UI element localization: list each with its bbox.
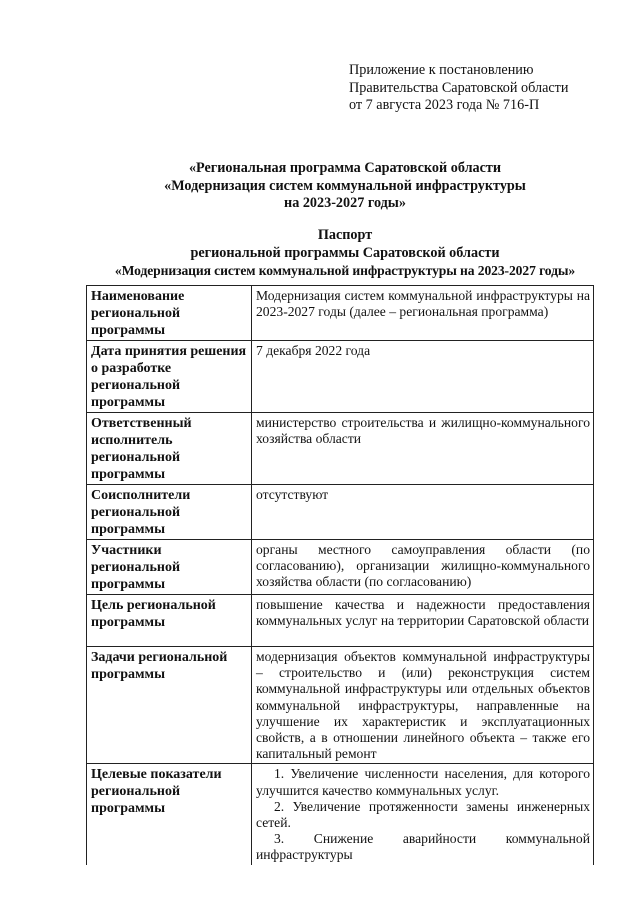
appendix-line-2: Правительства Саратовской области — [349, 79, 569, 96]
row-key: Задачи региональной программы — [87, 647, 252, 764]
row-key: Целевые показатели региональной программы — [87, 764, 252, 865]
row-key: Соисполнители региональной программы — [87, 485, 252, 540]
row-key: Дата принятия решения о разработке региональной программы — [87, 341, 252, 413]
program-title-line-3: на 2023-2027 годы» — [284, 195, 406, 211]
table-row — [87, 540, 594, 595]
row-key: Цель региональной программы — [87, 595, 252, 647]
table-row — [87, 485, 594, 540]
passport-heading — [60, 227, 630, 280]
row-value: Модернизация систем коммунальной инфраструктуры на 2023-2027 годы (далее – региональная программа) — [252, 286, 594, 341]
table-row — [87, 286, 594, 341]
program-title — [60, 160, 630, 213]
table-row — [87, 647, 594, 764]
appendix-note — [349, 62, 619, 115]
target-indicator-item: 2. Увеличение протяженности замены инженерных сетей. — [256, 798, 590, 831]
appendix-line-1: Приложение к постановлению — [349, 62, 534, 78]
row-value: 7 декабря 2022 года — [252, 341, 594, 413]
passport-table — [86, 285, 594, 865]
appendix-line-3: от 7 августа 2023 года № 716-П — [349, 97, 540, 113]
target-indicator-item: 3. Снижение аварийности коммунальной инфраструктуры — [256, 831, 590, 863]
row-value: модернизация объектов коммунальной инфраструктуры – строительство и (или) реконструкция систем коммунальной инфраструктуры или отдельных объектов коммунальной инфраструктуры, направленные на улучшение их характеристик и эксплуатационных свойств, а в отношении линейного объекта – также его капитальный ремонт — [252, 647, 594, 764]
table-row — [87, 341, 594, 413]
table-row — [87, 413, 594, 485]
table-row — [87, 764, 594, 865]
row-value — [252, 764, 594, 865]
row-key: Наименование региональной программы — [87, 286, 252, 341]
row-key: Участники региональной программы — [87, 540, 252, 595]
row-value: министерство строительства и жилищно-коммунального хозяйства области — [252, 413, 594, 485]
passport-heading-line-3: «Модернизация систем коммунальной инфраструктуры на 2023-2027 годы» — [114, 263, 576, 278]
row-key: Ответственный исполнитель региональной программы — [87, 413, 252, 485]
row-value: повышение качества и надежности предоставления коммунальных услуг на территории Саратовской области — [252, 595, 594, 647]
passport-heading-line-1: Паспорт — [317, 227, 373, 243]
row-value: органы местного самоуправления области (по согласованию), организации жилищно-коммунального хозяйства области (по согласованию) — [252, 540, 594, 595]
program-title-line-1: «Региональная программа Саратовской области — [188, 160, 502, 176]
target-indicator-item: 1. Увеличение численности населения, для которого улучшится качество коммунальных услуг. — [256, 766, 590, 798]
program-title-line-2: «Модернизация систем коммунальной инфраструктуры — [164, 177, 526, 194]
row-value: отсутствуют — [252, 485, 594, 540]
passport-heading-line-2: региональной программы Саратовской области — [190, 244, 500, 261]
table-row — [87, 595, 594, 647]
